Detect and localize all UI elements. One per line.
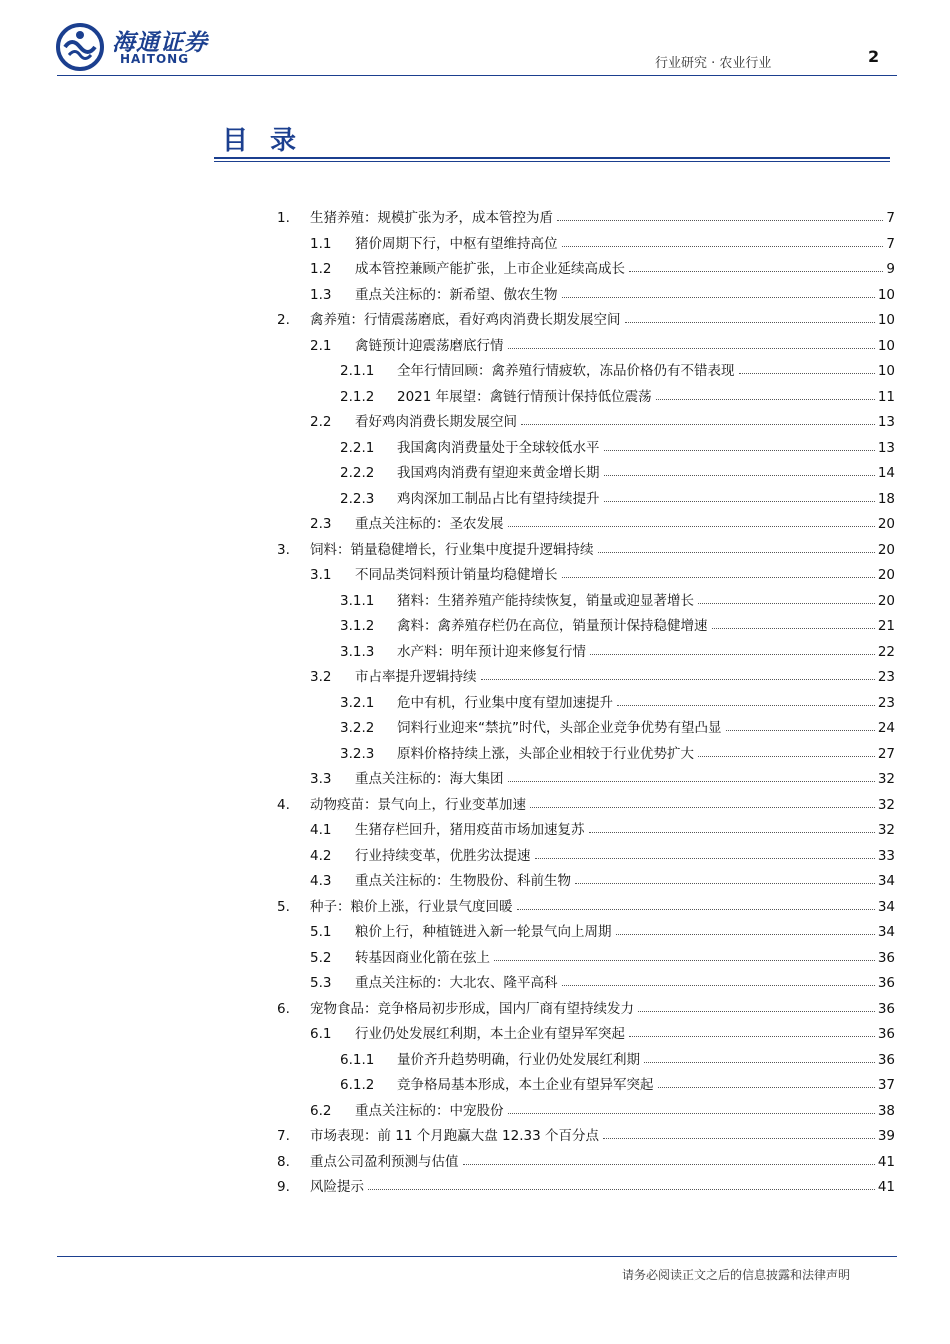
- toc-entry-title: 量价齐升趋势明确，行业仍处发展红利期: [397, 1051, 640, 1068]
- toc-leader-dots: [604, 450, 875, 451]
- toc-entry[interactable]: [340, 483, 895, 507]
- toc-entry[interactable]: [340, 432, 895, 456]
- title-divider: [214, 157, 890, 159]
- toc-entry-page: 10: [877, 286, 895, 303]
- toc-leader-dots: [604, 501, 875, 502]
- toc-entry-number: 1.: [277, 210, 290, 226]
- toc-leader-dots: [739, 373, 875, 374]
- logo-chinese-text: 海通证券: [112, 30, 208, 56]
- toc-entry-page: 20: [877, 541, 895, 558]
- toc-entry-title: 粮价上行，种植链进入新一轮景气向上周期: [355, 924, 612, 940]
- toc-entry[interactable]: [340, 738, 895, 762]
- toc-entry[interactable]: [310, 508, 895, 532]
- toc-entry-number: 2.2.1: [340, 439, 375, 456]
- toc-entry-page: 23: [877, 669, 895, 685]
- toc-entry[interactable]: [310, 840, 895, 864]
- toc-entry[interactable]: [310, 228, 895, 252]
- toc-entry-page: 38: [877, 1102, 895, 1119]
- toc-entry-page: 27: [877, 745, 895, 762]
- toc-leader-dots: [698, 603, 875, 604]
- toc-entry-page: 32: [877, 796, 895, 813]
- toc-entry-page: 22: [877, 643, 895, 660]
- toc-entry-number: 3.2.1: [340, 694, 375, 711]
- toc-entry[interactable]: [340, 1069, 895, 1093]
- toc-entry-title: 我国鸡肉消费有望迎来黄金增长期: [397, 465, 600, 481]
- toc-entry[interactable]: [310, 967, 895, 991]
- toc-leader-dots: [629, 1036, 875, 1037]
- toc-entry-title: 我国禽肉消费量处于全球较低水平: [397, 439, 600, 456]
- toc-entry-number: 3.2.3: [340, 745, 375, 762]
- toc-entry[interactable]: [277, 1120, 895, 1144]
- toc-entry-page: 39: [877, 1128, 895, 1144]
- toc-entry-title: 禽养殖：行情震荡磨底，看好鸡肉消费长期发展空间: [310, 312, 621, 328]
- toc-entry-title: 饲料行业迎来“禁抗”时代，头部企业竞争优势有望凸显: [397, 720, 722, 736]
- toc-entry-number: 8.: [277, 1153, 290, 1170]
- toc-leader-dots: [562, 297, 875, 298]
- toc-entry-page: 20: [877, 516, 895, 532]
- toc-leader-dots: [616, 934, 875, 935]
- toc-entry-title: 禽料：禽养殖存栏仍在高位，销量预计保持稳健增速: [397, 618, 708, 634]
- toc-entry-title: 不同品类饲料预计销量均稳健增长: [355, 567, 558, 583]
- breadcrumb: 行业研究 · 农业行业: [655, 56, 772, 71]
- toc-entry-number: 5.1: [310, 924, 332, 940]
- toc-leader-dots: [517, 909, 875, 910]
- toc-entry-page: 36: [877, 1051, 895, 1068]
- toc-entry-title: 水产料：明年预计迎来修复行情: [397, 643, 586, 660]
- toc-entry-number: 1.2: [310, 261, 332, 277]
- toc-entry-number: 6.1: [310, 1026, 332, 1042]
- toc-leader-dots: [562, 577, 875, 578]
- toc-entry-title: 危中有机，行业集中度有望加速提升: [397, 694, 613, 711]
- toc-entry-title: 重点关注标的：生物股份、科前生物: [355, 873, 571, 889]
- toc-entry-page: 36: [877, 1000, 895, 1017]
- toc-leader-dots: [508, 348, 875, 349]
- page-header: [0, 0, 950, 80]
- toc-entry-number: 2.1.1: [340, 363, 375, 379]
- toc-entry-title: 成本管控兼顾产能扩张，上市企业延续高成长: [355, 261, 625, 277]
- toc-entry-page: 41: [877, 1179, 895, 1195]
- toc-entry-number: 6.2: [310, 1102, 332, 1119]
- toc-entry-title: 猪料：生猪养殖产能持续恢复，销量或迎显著增长: [397, 592, 694, 609]
- toc-entry[interactable]: [310, 1095, 895, 1119]
- toc-leader-dots: [698, 756, 875, 757]
- toc-leader-dots: [481, 679, 875, 680]
- logo-english-text: HAITONG: [120, 52, 190, 66]
- toc-leader-dots: [712, 628, 875, 629]
- toc-entry-page: 11: [877, 388, 895, 405]
- toc-entry[interactable]: [340, 457, 895, 481]
- toc-entry-page: 34: [877, 898, 895, 915]
- toc-entry-page: 23: [877, 694, 895, 711]
- toc-entry[interactable]: [310, 763, 895, 787]
- toc-leader-dots: [726, 730, 875, 731]
- toc-leader-dots: [562, 985, 875, 986]
- toc-entry-number: 2.2: [310, 414, 332, 430]
- toc-entry-number: 2.2.2: [340, 465, 375, 481]
- toc-leader-dots: [589, 832, 875, 833]
- toc-entry-page: 34: [877, 924, 895, 940]
- toc-entry-title: 重点关注标的：新希望、傲农生物: [355, 286, 558, 303]
- toc-entry[interactable]: [277, 304, 895, 328]
- toc-entry[interactable]: [340, 1044, 895, 1068]
- toc-entry-page: 20: [877, 567, 895, 583]
- footer-divider: [57, 1256, 897, 1257]
- toc-leader-dots: [617, 705, 875, 706]
- toc-entry[interactable]: [310, 942, 895, 966]
- toc-entry-page: 9: [886, 261, 895, 277]
- toc-entry-page: 10: [877, 337, 895, 354]
- toc-entry-title: 原料价格持续上涨，头部企业相较于行业优势扩大: [397, 745, 694, 762]
- toc-entry-title: 市占率提升逻辑持续: [355, 669, 477, 685]
- toc-entry-page: 36: [877, 1026, 895, 1042]
- toc-entry-title: 重点关注标的：圣农发展: [355, 516, 504, 532]
- toc-entry-title: 猪价周期下行，中枢有望维持高位: [355, 235, 558, 252]
- toc-entry-number: 5.2: [310, 949, 332, 966]
- toc-entry-number: 3.: [277, 541, 290, 558]
- toc-entry[interactable]: [310, 814, 895, 838]
- toc-entry-page: 36: [877, 975, 895, 991]
- toc-entry-page: 20: [877, 592, 895, 609]
- toc-leader-dots: [508, 526, 875, 527]
- toc-entry-number: 5.3: [310, 975, 332, 991]
- toc-entry-title: 鸡肉深加工制品占比有望持续提升: [397, 490, 600, 507]
- toc-leader-dots: [530, 807, 875, 808]
- toc-entry-number: 4.2: [310, 847, 332, 864]
- toc-entry-page: 36: [877, 949, 895, 966]
- toc-entry-number: 5.: [277, 898, 290, 915]
- toc-entry-number: 2.2.3: [340, 490, 375, 507]
- toc-entry-number: 1.1: [310, 235, 332, 252]
- toc-entry-page: 13: [877, 439, 895, 456]
- toc-leader-dots: [368, 1189, 875, 1190]
- toc-entry-title: 重点关注标的：大北农、隆平高科: [355, 975, 558, 991]
- toc-entry[interactable]: [340, 636, 895, 660]
- toc-entry-number: 6.: [277, 1000, 290, 1017]
- toc-entry-page: 10: [877, 363, 895, 379]
- toc-entry[interactable]: [310, 865, 895, 889]
- toc-entry-number: 4.1: [310, 822, 332, 838]
- toc-entry-title: 行业仍处发展红利期，本土企业有望异军突起: [355, 1026, 625, 1042]
- toc-entry-page: 21: [877, 618, 895, 634]
- toc-leader-dots: [463, 1164, 875, 1165]
- toc-entry-page: 32: [877, 822, 895, 838]
- toc-leader-dots: [644, 1062, 875, 1063]
- toc-entry-page: 37: [877, 1077, 895, 1093]
- toc-entry-page: 7: [886, 210, 895, 226]
- toc-entry-number: 3.1.1: [340, 592, 375, 609]
- toc-leader-dots: [598, 552, 875, 553]
- toc-entry-page: 10: [877, 312, 895, 328]
- toc-entry-title: 2021 年展望：禽链行情预计保持低位震荡: [397, 388, 652, 405]
- toc-entry-page: 13: [877, 414, 895, 430]
- toc-entry[interactable]: [340, 355, 895, 379]
- toc-entry[interactable]: [277, 993, 895, 1017]
- toc-entry[interactable]: [277, 1146, 895, 1170]
- toc-entry-number: 3.1.2: [340, 618, 375, 634]
- toc-entry-title: 转基因商业化箭在弦上: [355, 949, 490, 966]
- toc-entry[interactable]: [277, 534, 895, 558]
- haitong-logo-icon: [55, 22, 105, 72]
- toc-leader-dots: [625, 322, 875, 323]
- toc-entry-number: 2.: [277, 312, 290, 328]
- toc-entry[interactable]: [277, 202, 895, 226]
- toc-entry[interactable]: [340, 585, 895, 609]
- toc-entry-number: 2.1.2: [340, 388, 375, 405]
- toc-entry[interactable]: [310, 406, 895, 430]
- toc-entry-number: 2.3: [310, 516, 332, 532]
- toc-entry-number: 4.: [277, 796, 290, 813]
- toc-entry-title: 看好鸡肉消费长期发展空间: [355, 414, 517, 430]
- toc-entry-number: 2.1: [310, 337, 332, 354]
- toc-entry-number: 7.: [277, 1128, 290, 1144]
- toc-entry-title: 生猪养殖：规模扩张为矛，成本管控为盾: [310, 210, 553, 226]
- toc-entry[interactable]: [340, 712, 895, 736]
- toc-entry-title: 全年行情回顾：禽养殖行情疲软，冻品价格仍有不错表现: [397, 363, 735, 379]
- toc-leader-dots: [562, 246, 884, 247]
- toc-entry[interactable]: [310, 1018, 895, 1042]
- toc-entry-number: 3.3: [310, 771, 332, 787]
- toc-entry-title: 饲料：销量稳健增长，行业集中度提升逻辑持续: [310, 541, 594, 558]
- toc-entry[interactable]: [310, 253, 895, 277]
- toc-leader-dots: [656, 399, 875, 400]
- toc-entry-title: 重点关注标的：中宠股份: [355, 1102, 504, 1119]
- toc-entry-page: 34: [877, 873, 895, 889]
- toc-entry-number: 3.1: [310, 567, 332, 583]
- toc-leader-dots: [508, 781, 875, 782]
- toc-title: 目录: [222, 126, 319, 156]
- toc-leader-dots: [590, 654, 875, 655]
- toc-entry[interactable]: [310, 661, 895, 685]
- toc-entry-title: 宠物食品：竞争格局初步形成，国内厂商有望持续发力: [310, 1000, 634, 1017]
- toc-entry-title: 行业持续变革，优胜劣汰提速: [355, 847, 531, 864]
- title-divider-thin: [214, 161, 890, 162]
- toc-leader-dots: [535, 858, 875, 859]
- toc-leader-dots: [658, 1087, 875, 1088]
- toc-entry-title: 重点公司盈利预测与估值: [310, 1153, 459, 1170]
- toc-entry-number: 9.: [277, 1179, 290, 1195]
- toc-leader-dots: [575, 883, 875, 884]
- toc-entry-title: 生猪存栏回升，猪用疫苗市场加速复苏: [355, 822, 585, 838]
- toc-entry-title: 动物疫苗：景气向上，行业变革加速: [310, 796, 526, 813]
- toc-entry-page: 24: [877, 720, 895, 736]
- toc-entry-title: 市场表现：前 11 个月跑赢大盘 12.33 个百分点: [310, 1128, 599, 1144]
- toc-entry-number: 3.2: [310, 669, 332, 685]
- toc-leader-dots: [604, 475, 875, 476]
- toc-leader-dots: [508, 1113, 875, 1114]
- toc-entry-page: 18: [877, 490, 895, 507]
- toc-entry[interactable]: [277, 891, 895, 915]
- toc-entry-number: 6.1.2: [340, 1077, 375, 1093]
- toc-entry-page: 14: [877, 465, 895, 481]
- toc-leader-dots: [494, 960, 875, 961]
- page-number: 2: [868, 47, 880, 66]
- toc-entry-title: 重点关注标的：海大集团: [355, 771, 504, 787]
- toc-leader-dots: [629, 271, 883, 272]
- footer-disclaimer: 请务必阅读正文之后的信息披露和法律声明: [622, 1268, 851, 1282]
- toc-entry-number: 3.2.2: [340, 720, 375, 736]
- toc-entry-number: 4.3: [310, 873, 332, 889]
- toc-entry[interactable]: [340, 381, 895, 405]
- toc-leader-dots: [638, 1011, 875, 1012]
- toc-entry[interactable]: [277, 789, 895, 813]
- toc-entry-page: 41: [877, 1153, 895, 1170]
- toc-entry-page: 32: [877, 771, 895, 787]
- toc-leader-dots: [557, 220, 883, 221]
- toc-entry-title: 竞争格局基本形成，本土企业有望异军突起: [397, 1077, 654, 1093]
- toc-entry[interactable]: [310, 916, 895, 940]
- toc-entry-title: 风险提示: [310, 1179, 364, 1195]
- toc-entry[interactable]: [277, 1171, 895, 1195]
- toc-entry[interactable]: [340, 610, 895, 634]
- toc-entry-page: 7: [886, 235, 895, 252]
- toc-entry-number: 6.1.1: [340, 1051, 375, 1068]
- toc-entry-number: 3.1.3: [340, 643, 375, 660]
- header-divider: [57, 75, 897, 76]
- toc-leader-dots: [521, 424, 875, 425]
- toc-leader-dots: [603, 1138, 875, 1139]
- toc-entry-number: 1.3: [310, 286, 332, 303]
- toc-entry[interactable]: [340, 687, 895, 711]
- toc-entry[interactable]: [310, 559, 895, 583]
- toc-entry-title: 种子：粮价上涨，行业景气度回暖: [310, 898, 513, 915]
- toc-entry-title: 禽链预计迎震荡磨底行情: [355, 337, 504, 354]
- toc-entry[interactable]: [310, 279, 895, 303]
- toc-entry-page: 33: [877, 847, 895, 864]
- toc-entry[interactable]: [310, 330, 895, 354]
